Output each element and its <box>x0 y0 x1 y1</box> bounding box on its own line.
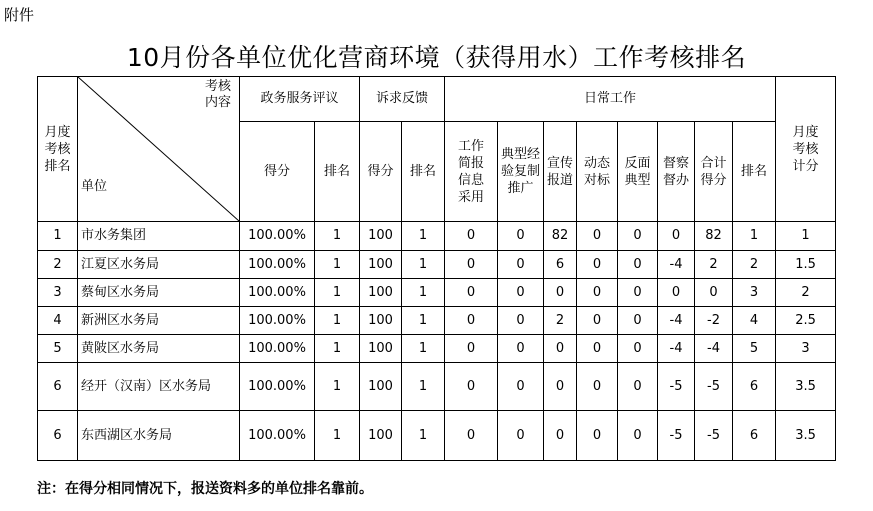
table-row <box>38 335 836 363</box>
cell-total-score: -4 <box>695 335 733 363</box>
cell-complaint-rank: 1 <box>402 307 445 335</box>
cell-total-score: -2 <box>695 307 733 335</box>
attachment-label: 附件 <box>4 6 35 24</box>
cell-rank: 6 <box>38 363 78 411</box>
cell-work-report: 0 <box>445 363 498 411</box>
ranking-table <box>37 76 836 461</box>
cell-work-report: 0 <box>445 411 498 461</box>
cell-unit: 市水务集团 <box>78 222 240 251</box>
cell-dynamic-compare: 0 <box>577 335 618 363</box>
cell-complaint-rank: 1 <box>402 363 445 411</box>
cell-dynamic-compare: 0 <box>577 251 618 279</box>
cell-supervision: -5 <box>658 363 695 411</box>
cell-typical-case: 0 <box>498 279 544 307</box>
cell-typical-case: 0 <box>498 411 544 461</box>
cell-gov-score: 100.00% <box>240 251 315 279</box>
cell-complaint-rank: 1 <box>402 251 445 279</box>
cell-month-score: 1 <box>776 222 836 251</box>
header-negative-case: 反面典型 <box>618 122 658 222</box>
cell-unit: 经开（汉南）区水务局 <box>78 363 240 411</box>
cell-rank: 2 <box>38 251 78 279</box>
cell-supervision: 0 <box>658 222 695 251</box>
cell-complaint-rank: 1 <box>402 279 445 307</box>
footnote: 注：在得分相同情况下，报送资料多的单位排名靠前。 <box>37 481 373 497</box>
cell-gov-rank: 1 <box>315 222 360 251</box>
cell-unit: 江夏区水务局 <box>78 251 240 279</box>
cell-total-score: -5 <box>695 363 733 411</box>
cell-daily-rank: 6 <box>733 411 776 461</box>
cell-gov-rank: 1 <box>315 251 360 279</box>
cell-dynamic-compare: 0 <box>577 307 618 335</box>
cell-gov-score: 100.00% <box>240 222 315 251</box>
table-row <box>38 251 836 279</box>
header-month-score: 月度考核计分 <box>776 77 836 222</box>
cell-month-score: 3.5 <box>776 363 836 411</box>
cell-typical-case: 0 <box>498 251 544 279</box>
header-complaint-rank: 排名 <box>402 122 445 222</box>
header-complaint-score: 得分 <box>360 122 402 222</box>
cell-complaint-score: 100 <box>360 251 402 279</box>
cell-publicity: 0 <box>544 363 577 411</box>
cell-publicity: 2 <box>544 307 577 335</box>
table-row <box>38 363 836 411</box>
cell-complaint-score: 100 <box>360 279 402 307</box>
cell-gov-score: 100.00% <box>240 335 315 363</box>
cell-publicity: 0 <box>544 411 577 461</box>
cell-typical-case: 0 <box>498 335 544 363</box>
table-row <box>38 411 836 461</box>
cell-month-score: 1.5 <box>776 251 836 279</box>
header-gov-service: 政务服务评议 <box>240 77 360 122</box>
header-diagonal-cell <box>78 77 240 222</box>
cell-complaint-score: 100 <box>360 307 402 335</box>
header-assess-content: 考核 内容 <box>204 79 231 110</box>
cell-gov-score: 100.00% <box>240 363 315 411</box>
cell-work-report: 0 <box>445 279 498 307</box>
cell-month-score: 3 <box>776 335 836 363</box>
table-row <box>38 307 836 335</box>
header-daily-work: 日常工作 <box>445 77 776 122</box>
cell-supervision: -4 <box>658 307 695 335</box>
cell-daily-rank: 3 <box>733 279 776 307</box>
cell-complaint-rank: 1 <box>402 222 445 251</box>
cell-work-report: 0 <box>445 307 498 335</box>
cell-daily-rank: 2 <box>733 251 776 279</box>
header-gov-rank: 排名 <box>315 122 360 222</box>
cell-daily-rank: 6 <box>733 363 776 411</box>
cell-dynamic-compare: 0 <box>577 363 618 411</box>
cell-month-score: 2 <box>776 279 836 307</box>
cell-gov-rank: 1 <box>315 363 360 411</box>
cell-negative-case: 0 <box>618 222 658 251</box>
cell-total-score: 2 <box>695 251 733 279</box>
cell-daily-rank: 4 <box>733 307 776 335</box>
cell-complaint-rank: 1 <box>402 335 445 363</box>
cell-complaint-score: 100 <box>360 411 402 461</box>
cell-complaint-score: 100 <box>360 335 402 363</box>
cell-rank: 6 <box>38 411 78 461</box>
cell-typical-case: 0 <box>498 222 544 251</box>
cell-gov-rank: 1 <box>315 335 360 363</box>
header-publicity: 宣传报道 <box>544 122 577 222</box>
header-dynamic-compare: 动态对标 <box>577 122 618 222</box>
cell-negative-case: 0 <box>618 335 658 363</box>
cell-daily-rank: 5 <box>733 335 776 363</box>
cell-unit: 东西湖区水务局 <box>78 411 240 461</box>
cell-rank: 5 <box>38 335 78 363</box>
cell-total-score: 82 <box>695 222 733 251</box>
header-total-score: 合计得分 <box>695 122 733 222</box>
cell-work-report: 0 <box>445 222 498 251</box>
cell-supervision: -4 <box>658 335 695 363</box>
cell-daily-rank: 1 <box>733 222 776 251</box>
header-work-report: 工作简报信息采用 <box>445 122 498 222</box>
cell-complaint-rank: 1 <box>402 411 445 461</box>
cell-rank: 4 <box>38 307 78 335</box>
cell-gov-rank: 1 <box>315 279 360 307</box>
cell-unit: 新洲区水务局 <box>78 307 240 335</box>
cell-gov-rank: 1 <box>315 307 360 335</box>
cell-unit: 黄陂区水务局 <box>78 335 240 363</box>
cell-typical-case: 0 <box>498 307 544 335</box>
cell-work-report: 0 <box>445 251 498 279</box>
cell-gov-score: 100.00% <box>240 279 315 307</box>
header-gov-score: 得分 <box>240 122 315 222</box>
header-month-rank: 月度考核排名 <box>38 77 78 222</box>
table-row <box>38 279 836 307</box>
cell-negative-case: 0 <box>618 411 658 461</box>
cell-gov-score: 100.00% <box>240 307 315 335</box>
cell-month-score: 2.5 <box>776 307 836 335</box>
cell-publicity: 82 <box>544 222 577 251</box>
header-supervision: 督察督办 <box>658 122 695 222</box>
header-complaint: 诉求反馈 <box>360 77 445 122</box>
cell-publicity: 0 <box>544 279 577 307</box>
cell-complaint-score: 100 <box>360 363 402 411</box>
cell-total-score: 0 <box>695 279 733 307</box>
cell-supervision: -4 <box>658 251 695 279</box>
cell-gov-score: 100.00% <box>240 411 315 461</box>
cell-supervision: 0 <box>658 279 695 307</box>
table-row <box>38 222 836 251</box>
cell-month-score: 3.5 <box>776 411 836 461</box>
header-typical-case: 典型经验复制推广 <box>498 122 544 222</box>
cell-dynamic-compare: 0 <box>577 222 618 251</box>
cell-unit: 蔡甸区水务局 <box>78 279 240 307</box>
cell-rank: 3 <box>38 279 78 307</box>
cell-negative-case: 0 <box>618 251 658 279</box>
cell-dynamic-compare: 0 <box>577 279 618 307</box>
cell-supervision: -5 <box>658 411 695 461</box>
cell-negative-case: 0 <box>618 363 658 411</box>
cell-gov-rank: 1 <box>315 411 360 461</box>
cell-dynamic-compare: 0 <box>577 411 618 461</box>
cell-publicity: 6 <box>544 251 577 279</box>
page-title: 10月份各单位优化营商环境（获得用水）工作考核排名 <box>126 43 747 72</box>
cell-negative-case: 0 <box>618 307 658 335</box>
cell-total-score: -5 <box>695 411 733 461</box>
cell-publicity: 0 <box>544 335 577 363</box>
header-unit: 单位 <box>81 179 108 194</box>
cell-negative-case: 0 <box>618 279 658 307</box>
cell-work-report: 0 <box>445 335 498 363</box>
cell-rank: 1 <box>38 222 78 251</box>
header-daily-rank: 排名 <box>733 122 776 222</box>
cell-complaint-score: 100 <box>360 222 402 251</box>
cell-typical-case: 0 <box>498 363 544 411</box>
